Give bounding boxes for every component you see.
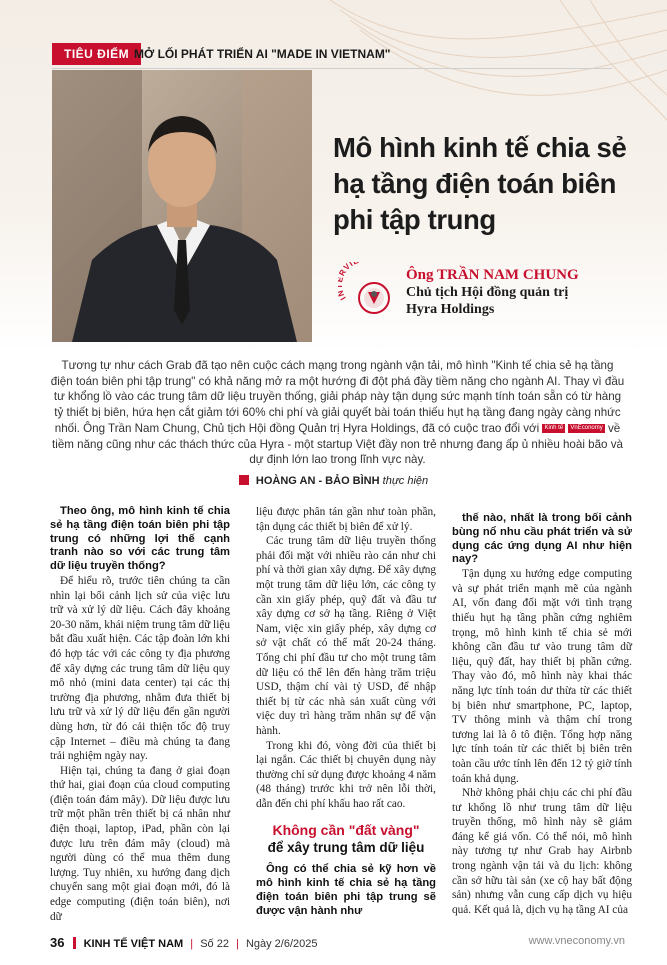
paragraph: Trong khi đó, vòng đời của thiết bị lại ngắn. Các thiết bị chuyên dụng này thường chỉ sử dụng được khoảng 4 năm (48 tháng) trước khi trở nên lỗi thời, dẫn đến chi phí khấu hao rất cao.: [256, 739, 436, 810]
article-lead: [50, 358, 625, 468]
article-column-1: [50, 505, 230, 924]
subheading-secondary: để xây trung tâm dữ liệu: [267, 840, 425, 856]
paragraph: Các trung tâm dữ liệu truyền thống phải đối mặt với nhiều rào cản như chi phí và thời gian xây dựng. Để xây dựng một trung tâm dữ liệu lớn, các công ty cần xin giấy phép, quỹ đất và đầu tư xây dựng cơ sở hạ tầng. Riêng ở Việt Nam, việc xin giấy phép, xây dựng cơ sở vật chất có thể mất 20-24 tháng. Tổng chi phí đầu tư cho một trung tâm dữ liệu có thể lên đến hàng trăm triệu USD, thậm chí vài tỷ USD, để nhập thiết bị từ các nhà sản xuất cùng với việc duy trì hàng trăm nhân sự để vận hành.: [256, 535, 436, 737]
website-url: www.vneconomy.vn: [528, 935, 625, 947]
interviewee-info: [406, 267, 646, 318]
byline-marker-icon: [239, 475, 249, 485]
interviewee-title: Chủ tịch Hội đồng quản trị: [406, 285, 569, 300]
svg-text:INTERVIEW: [338, 262, 369, 302]
issue-date: Ngày 2/6/2025: [245, 938, 318, 950]
interviewee-company: Hyra Holdings: [406, 302, 495, 317]
vneconomy-logo: VnEconomy: [570, 425, 603, 432]
question-2-continued: thế nào, nhất là trong bối cảnh bùng nổ nhu cầu phát triển và sử dụng các ứng dụng AI như hiện nay?: [452, 512, 632, 566]
section-divider: [52, 68, 612, 69]
interviewee-name: Ông TRẦN NAM CHUNG: [406, 267, 579, 283]
interview-badge-label: I RVI: [338, 262, 356, 302]
question-2: Ông có thể chia sẻ kỹ hơn về mô hình kinh tế chia sẻ hạ tầng điện toán biên phi tập trung sẽ được vận hành như: [256, 863, 436, 917]
magazine-name: KINH TẾ VIỆT NAM: [83, 938, 184, 950]
kinhte-logo: Kinh tế: [544, 425, 564, 432]
lead-text-1: Tương tự như cách Grab đã tạo nên cuộc cách mạng trong ngành vận tải, mô hình "Kinh tế chia sẻ hạ tầng điện toán biên phi tập trung" có khả năng mở ra một hướng đi đột phá đầy tiềm năng cho ngành AI. Thay vì đầu tư khổng lồ vào các trung tâm dữ liệu truyền thống, giải pháp này tận dụng sức mạnh tính toán sẵn có từ hàng tỷ thiết bị biên, hứa hẹn cắt giảm tới 60% chi phí và giải quyết bài toán thiếu hụt hạ tầng đang ngày càng nhức nhối. Ông Trần Nam Chung, Chủ tịch Hội đồng Quản trị Hyra Holdings, đã có cuộc trao đổi với: [50, 359, 625, 435]
article-column-3: [452, 512, 632, 917]
issue-number: Số 22: [200, 938, 229, 950]
footer-separator: |: [236, 938, 239, 950]
question-1: Theo ông, mô hình kinh tế chia sẻ hạ tầng điện toán biên phi tập trung có những lợi thế cạnh tranh nào so với các trung tâm dữ liệu truyền thống?: [50, 505, 230, 573]
paragraph: Nhờ không phải chịu các chi phí đầu tư khổng lồ như trung tâm dữ liệu truyền thống, mô hình này sẽ giảm đáng kể giá vốn. Có thể nói, mô hình này tương tự như Grab hay Airbnb trong ngành vận tải và du lịch: không cần sở hữu tài sản (xe cộ hay bất động sản) nhưng vẫn cung cấp dịch vụ hiệu quả. Kết quả là, dịch vụ hạ tầng AI của: [452, 787, 632, 916]
section-tag: TIÊU ĐIỂM: [52, 43, 141, 65]
headline-line-1: Mô hình kinh tế chia sẻ: [333, 132, 627, 163]
paragraph: liệu được phân tán gần như toàn phần, tận dụng các thiết bị biên để xử lý.: [256, 506, 436, 533]
paragraph: Tận dụng xu hướng edge computing và sự phát triển mạnh mẽ của ngành AI, vốn đang đối mặt với tình trạng thiếu hụt hạ tầng phần cứng nghiêm trọng, mô hình kinh tế chia sẻ mới không cần đầu tư vào trung tâm dữ liệu, quỹ đất, hay thiết bị phần cứng. Thay vào đó, mô hình này khai thác năng lực tính toán dư thừa từ các thiết bị biên như smartphone, PC, laptop, TV thông minh và thậm chí trong tương lai là ô tô điện. Tổng hợp năng lực tính toán từ các thiết bị biên trên toàn cầu ước tính lên đến 12 tỷ giờ tính toán khả dụng.: [452, 568, 632, 785]
page-footer: [50, 935, 625, 953]
lead-text-2: về tiềm năng cũng như các thách thức của Hyra - một startup Việt đầy non trẻ nhưng đang ấp ủ nhiều hoài bão và dự định lớn lao trong lĩnh vực này.: [52, 421, 623, 467]
page-number: 36: [50, 935, 65, 950]
byline-role: thực hiện: [382, 475, 429, 487]
footer-separator: |: [190, 938, 194, 950]
section-subtitle: MỞ LỐI PHÁT TRIỂN AI "MADE IN VIETNAM": [134, 47, 391, 61]
paragraph: Để hiểu rõ, trước tiên chúng ta cần nhìn lại bối cảnh lịch sử của việc lưu trữ và xử lý dữ liệu. Cách đây khoảng 20-30 năm, khái niệm trung tâm dữ liệu bắt đầu xuất hiện. Các tập đoàn lớn khi đó hợp tác với các công ty địa phương để xây dựng các trung tâm dữ liệu quy mô nhỏ (mini data center) tại các thị trường địa phương, nhằm đưa thiết bị lưu trữ và xử lý dữ liệu đến gần người dùng hơn, từ đó cải thiện tốc độ truy cập Internet – điều mà chúng ta đang trải nghiệm ngày nay.: [50, 574, 230, 763]
headline-line-3: phi tập trung: [333, 204, 496, 235]
subheading-primary: Không cần "đất vàng": [272, 822, 420, 839]
paragraph: Hiện tại, chúng ta đang ở giai đoạn thứ hai, giai đoạn của cloud computing (điện toán đám mây). Dữ liệu được lưu trữ một phần trên thiết bị cá nhân như điện thoại, laptop, iPad, phần còn lại được lưu trên đám mây (cloud) mà người dùng có thể mua thêm dung lượng. Tuy nhiên, xu hướng đang dịch chuyển sang một giai đoạn mới, đó là edge computing (điện toán biên), nơi dữ: [50, 764, 230, 923]
byline-authors: HOÀNG AN - BẢO BÌNH: [255, 475, 380, 487]
interviewee-photo: [52, 70, 312, 342]
footer-red-bar: [73, 937, 76, 949]
headline-line-2: hạ tầng điện toán biên: [333, 168, 617, 199]
interview-badge-icon: [338, 262, 398, 322]
article-column-2: [256, 505, 436, 919]
byline: [0, 475, 667, 487]
article-headline: [333, 130, 643, 238]
